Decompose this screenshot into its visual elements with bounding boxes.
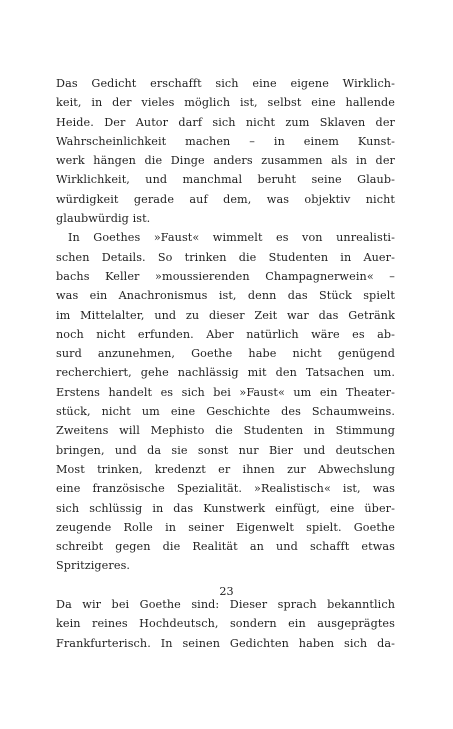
text-line: bachs Keller »moussierenden Champagnerwein« – — [56, 269, 395, 283]
text-line: schreibt gegen die Realität an und schafft etwas — [56, 540, 395, 554]
text-line: Zweitens will Mephisto die Studenten in Stimmung — [56, 424, 395, 438]
text-line: zeugende Rolle in seiner Eigenwelt spielt. Goethe — [56, 520, 395, 534]
text-line: bringen, und da sie sonst nur Bier und deutschen — [56, 443, 395, 457]
text-line: was ein Anachronismus ist, denn das Stück spielt — [56, 289, 395, 303]
text-line: eine französische Spezialität. »Realistisch« ist, was — [56, 482, 395, 496]
text-line: In Goethes »Faust« wimmelt es von unrealisti- — [68, 231, 395, 245]
text-line: recherchiert, gehe nachlässig mit den Tatsachen um. — [56, 366, 395, 380]
text-line: sich schlüssig in das Kunstwerk einfügt, eine über- — [56, 501, 395, 515]
text-line: Most trinken, kredenzt er ihnen zur Abwechslung — [56, 462, 395, 476]
text-line: Das Gedicht erschafft sich eine eigene Wirklich- — [56, 77, 395, 90]
body-text — [56, 74, 395, 653]
text-line: Spritzigeres. — [56, 559, 131, 573]
text-line: kein reines Hochdeutsch, sondern ein ausgeprägtes — [56, 617, 395, 631]
text-line: Da wir bei Goethe sind: Dieser sprach bekanntlich — [56, 598, 395, 612]
text-line: schen Details. So trinken die Studenten in Auer- — [56, 250, 395, 264]
text-line: werk hängen die Dinge anders zusammen als in der — [56, 154, 395, 168]
page-number: 23 — [219, 585, 234, 598]
text-line: Erstens handelt es sich bei »Faust« um ein Theater- — [56, 385, 395, 399]
text-line: glaubwürdig ist. — [56, 212, 151, 226]
text-line: stück, nicht um eine Geschichte des Schaumweins. — [56, 405, 395, 419]
text-line: surd anzunehmen, Goethe habe nicht genügend — [56, 347, 395, 361]
text-line: Wahrscheinlichkeit machen – in einem Kunst- — [56, 134, 395, 148]
text-line: Wirklichkeit, und manchmal beruht seine Glaub- — [56, 173, 395, 187]
text-line: Heide. Der Autor darf sich nicht zum Sklaven der — [56, 115, 395, 129]
text-line: im Mittelalter, und zu dieser Zeit war das Getränk — [56, 308, 395, 322]
text-line: würdigkeit gerade auf dem, was objektiv nicht — [56, 192, 395, 206]
text-line: keit, in der vieles möglich ist, selbst eine hallende — [56, 96, 395, 110]
text-line: noch nicht erfunden. Aber natürlich wäre es ab- — [56, 327, 395, 341]
text-line: Frankfurterisch. In seinen Gedichten haben sich da- — [56, 636, 395, 650]
